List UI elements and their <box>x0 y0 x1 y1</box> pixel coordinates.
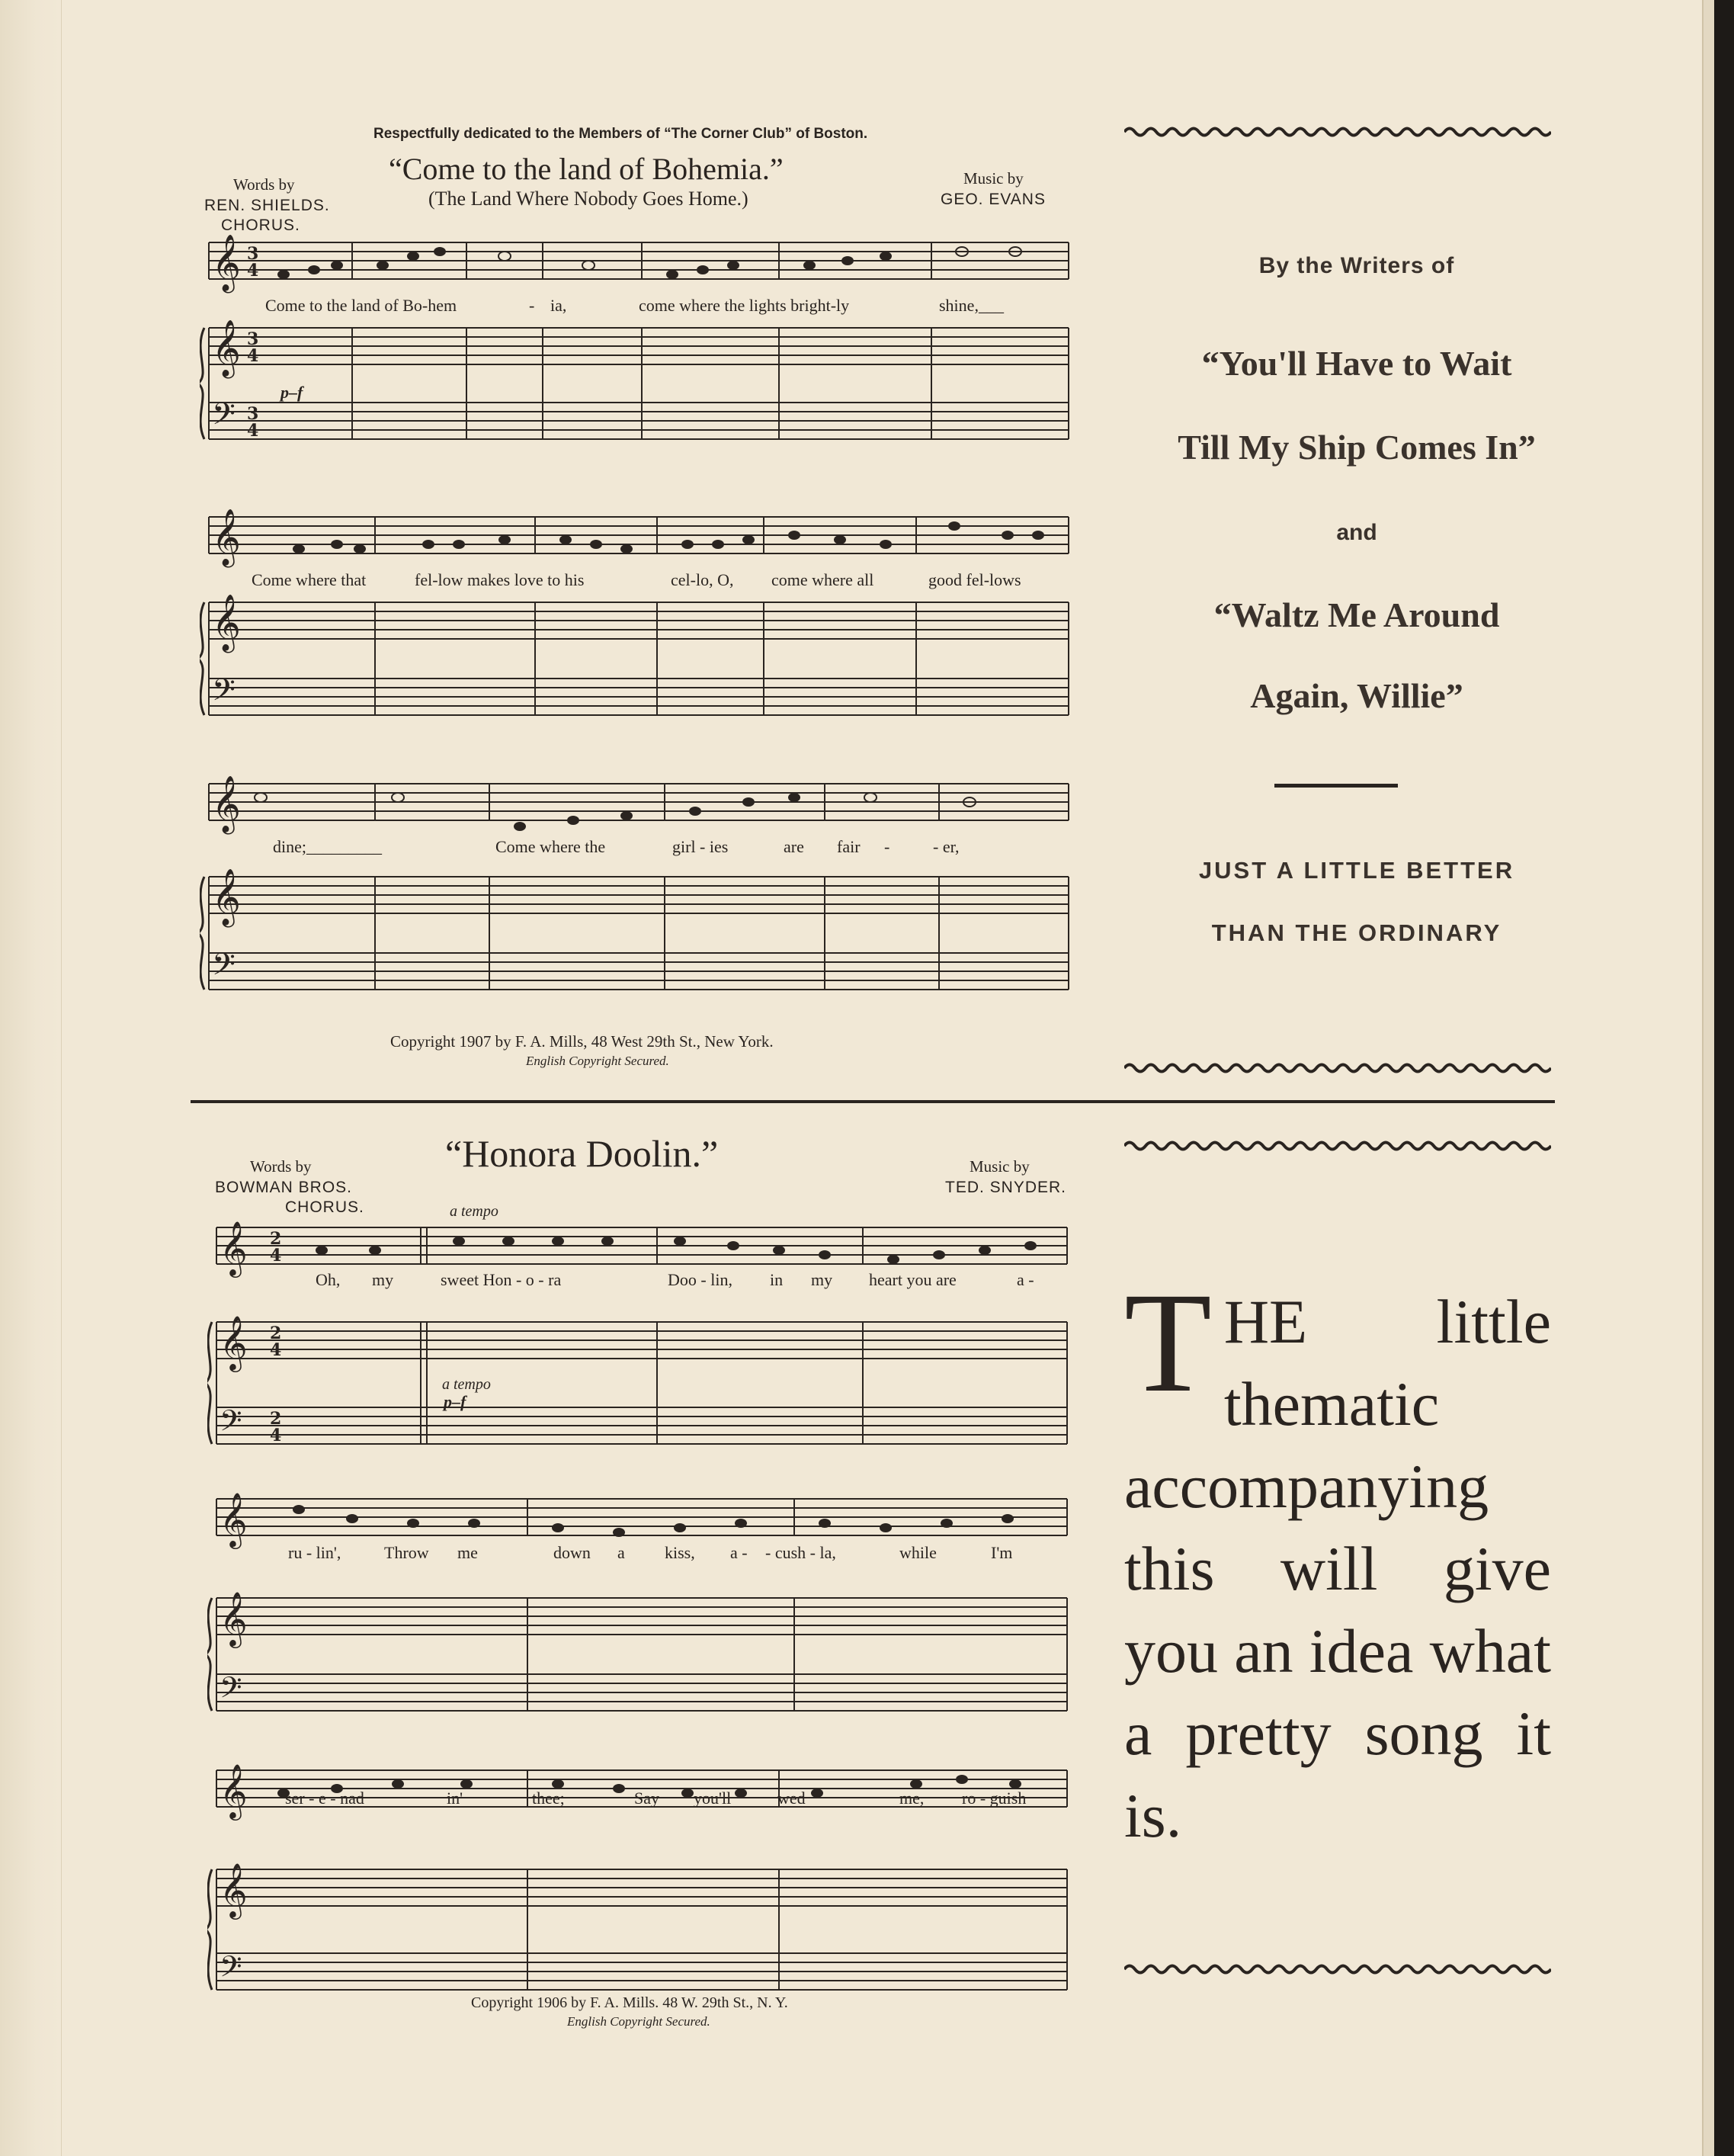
svg-text:𝄞: 𝄞 <box>220 1491 248 1547</box>
song2-music-author: TED. SNYDER. <box>945 1179 1067 1196</box>
song2-system-1 <box>207 1227 1067 1444</box>
song2-words-author: BOWMAN BROS. <box>215 1179 353 1196</box>
song1-copyright: Copyright 1907 by F. A. Mills, 48 West 29th St., New York. <box>390 1032 774 1051</box>
song2-lyric-2f: kiss, <box>665 1543 695 1562</box>
page-edge <box>1702 0 1714 2156</box>
song1-lyric-2a: Come where that <box>252 570 367 589</box>
song2-lyric-1f: my <box>811 1270 833 1289</box>
svg-text:3: 3 <box>247 244 259 264</box>
svg-text:4: 4 <box>247 261 259 281</box>
ad-by-writers: By the Writers of <box>1258 253 1455 278</box>
svg-text:2: 2 <box>270 1409 282 1429</box>
svg-text:𝄞: 𝄞 <box>212 235 241 291</box>
song1-lyric-3a: dine;_________ <box>273 837 382 856</box>
svg-text:𝄞: 𝄞 <box>220 1763 248 1818</box>
ad-tagline-2: THAN THE ORDINARY <box>1211 919 1502 946</box>
section-divider <box>191 1100 1555 1103</box>
svg-text:4: 4 <box>247 421 259 441</box>
svg-text:4: 4 <box>270 1426 282 1445</box>
song2-title: “Honora Doolin.” <box>445 1132 719 1175</box>
svg-text:𝄢: 𝄢 <box>212 396 236 439</box>
song2-lyric-3a: ser - e - nad <box>285 1789 364 1808</box>
song1-words-author: REN. SHIELDS. <box>204 197 330 214</box>
wavy-rule-bottom <box>1124 1961 1551 1978</box>
song1-lyric-3b: Come where the <box>495 837 606 856</box>
song2-lyric-3b: in' <box>447 1789 463 1808</box>
song2-lyric-2d: down <box>553 1543 591 1562</box>
song1-lyric-1a: Come to the land of Bo-hem <box>265 296 457 315</box>
song1-lyric-1d: come where the lights bright-ly <box>639 296 850 315</box>
song1-lyric-3c: girl - ies <box>672 837 729 856</box>
song2-lyric-2h: - cush - la, <box>765 1543 836 1562</box>
song2-chorus-label: CHORUS. <box>285 1198 364 1216</box>
svg-text:4: 4 <box>270 1340 282 1360</box>
song2-copyright: Copyright 1906 by F. A. Mills. 48 W. 29th St., N. Y. <box>471 1994 788 2011</box>
song2-lyric-3c: thee; <box>532 1789 565 1808</box>
svg-text:𝄢: 𝄢 <box>220 1404 242 1445</box>
song2-lyric-2c: me <box>457 1543 478 1562</box>
svg-text:𝄢: 𝄢 <box>212 947 236 990</box>
song1-system-1 <box>200 242 1069 439</box>
song1-system-2 <box>200 517 1069 715</box>
song2-system-2 <box>207 1499 1067 1711</box>
song2-dynamic: p–f <box>444 1392 466 1411</box>
svg-text:𝄞: 𝄞 <box>212 869 241 926</box>
song1-lyric-3f: - <box>884 837 890 856</box>
song1-lyric-2b: fel-low makes love to his <box>415 570 585 589</box>
svg-text:𝄞: 𝄞 <box>220 1220 248 1275</box>
wavy-rule-middle-1 <box>1124 1060 1551 1076</box>
song2-music-label: Music by <box>970 1157 1030 1176</box>
song1-lyric-3g: - er, <box>933 837 960 856</box>
svg-text:3: 3 <box>247 404 259 424</box>
svg-text:𝄞: 𝄞 <box>212 776 241 833</box>
svg-text:2: 2 <box>270 1323 282 1343</box>
song1-system-3 <box>200 784 1069 990</box>
song2-lyric-1g: heart you are <box>869 1270 957 1289</box>
song1-music-author: GEO. EVANS <box>941 191 1046 208</box>
song2-lyric-2e: a <box>617 1543 625 1562</box>
song1-chorus-label: CHORUS. <box>221 217 300 234</box>
song2-tempo-2: a tempo <box>442 1376 491 1393</box>
song1-lyric-2d: come where all <box>771 570 874 589</box>
song2-lyric-2a: ru - lin', <box>288 1543 341 1562</box>
song1-lyric-3d: are <box>784 837 804 856</box>
scan-border <box>1714 0 1734 2156</box>
song1-dedication: Respectfully dedicated to the Members of “The Corner Club” of Boston. <box>373 126 868 142</box>
ad-song-a-line1: “You'll Have to Wait <box>1201 344 1512 383</box>
song2-lyric-1c: sweet Hon - o - ra <box>441 1270 562 1289</box>
song2-lyric-1e: in <box>770 1270 784 1289</box>
svg-text:𝄞: 𝄞 <box>220 1590 248 1646</box>
song2-lyric-3h: ro - guish <box>962 1789 1027 1808</box>
song1-lyric-3e: fair <box>837 837 861 856</box>
ad-short-rule <box>1274 784 1398 788</box>
svg-text:𝄞: 𝄞 <box>220 1862 248 1917</box>
svg-text:4: 4 <box>247 346 259 366</box>
svg-text:𝄞: 𝄞 <box>212 595 241 651</box>
wavy-rule-top <box>1124 124 1551 140</box>
song2-lyric-1d: Doo - lin, <box>668 1270 732 1289</box>
svg-text:4: 4 <box>270 1246 282 1266</box>
ad-song-a-line2: Till My Ship Comes In” <box>1178 428 1536 467</box>
wavy-rule-middle-2 <box>1124 1137 1551 1154</box>
svg-text:𝄢: 𝄢 <box>220 1949 242 1991</box>
svg-text:𝄞: 𝄞 <box>220 1314 248 1370</box>
song1-music-label: Music by <box>963 169 1024 188</box>
ad-tagline-1: JUST A LITTLE BETTER <box>1198 857 1515 884</box>
song1-copyright-secured: English Copyright Secured. <box>526 1054 669 1068</box>
song2-lyric-3f: wed <box>777 1789 806 1808</box>
song1-lyric-1c: ia, <box>550 296 567 315</box>
song2-lyric-1h: a - <box>1017 1270 1034 1289</box>
svg-text:𝄢: 𝄢 <box>220 1670 242 1712</box>
song2-lyric-3e: you'll <box>694 1789 732 1808</box>
song1-notation <box>200 229 1076 1029</box>
page-fold <box>0 0 62 2156</box>
song2-copyright-secured: English Copyright Secured. <box>567 2014 710 2029</box>
song1-title: “Come to the land of Bohemia.” <box>389 152 784 186</box>
ad-song-b-line1: “Waltz Me Around <box>1213 595 1500 634</box>
ad-blurb-text: HE little thematic accompanying this will give you an idea what a pretty song it is. <box>1124 1287 1551 1850</box>
song2-lyric-2b: Throw <box>384 1543 429 1562</box>
song1-words-label: Words by <box>233 175 295 194</box>
song1-subtitle: (The Land Where Nobody Goes Home.) <box>428 188 748 210</box>
song1-lyric-2e: good fel-lows <box>928 570 1021 589</box>
svg-text:𝄞: 𝄞 <box>212 320 241 377</box>
song2-lyric-1b: my <box>372 1270 394 1289</box>
song2-lyric-2g: a - <box>730 1543 748 1562</box>
ad-dropcap: T <box>1124 1262 1212 1422</box>
song2-lyric-2i: while <box>899 1543 937 1562</box>
song1-lyric-1e: shine,___ <box>939 296 1004 315</box>
ad-and: and <box>1336 520 1377 545</box>
song2-words-label: Words by <box>250 1157 312 1176</box>
song2-tempo: a tempo <box>450 1203 498 1220</box>
svg-text:𝄞: 𝄞 <box>212 509 241 566</box>
svg-text:3: 3 <box>247 329 259 349</box>
song1-lyric-1b: - <box>529 296 535 315</box>
song2-lyric-3d: Say <box>634 1789 659 1808</box>
song1-lyric-2c: cel-lo, O, <box>671 570 734 589</box>
song2-notation <box>207 1217 1076 2002</box>
ad-blurb <box>1124 1262 1551 1857</box>
ad-song-b-line2: Again, Willie” <box>1250 676 1463 715</box>
song2-lyric-2j: I'm <box>991 1543 1013 1562</box>
svg-text:2: 2 <box>270 1229 282 1249</box>
song2-lyric-3g: me, <box>899 1789 925 1808</box>
song2-lyric-1a: Oh, <box>316 1270 341 1289</box>
song1-dynamic: p–f <box>280 383 303 402</box>
svg-text:𝄢: 𝄢 <box>212 672 236 715</box>
